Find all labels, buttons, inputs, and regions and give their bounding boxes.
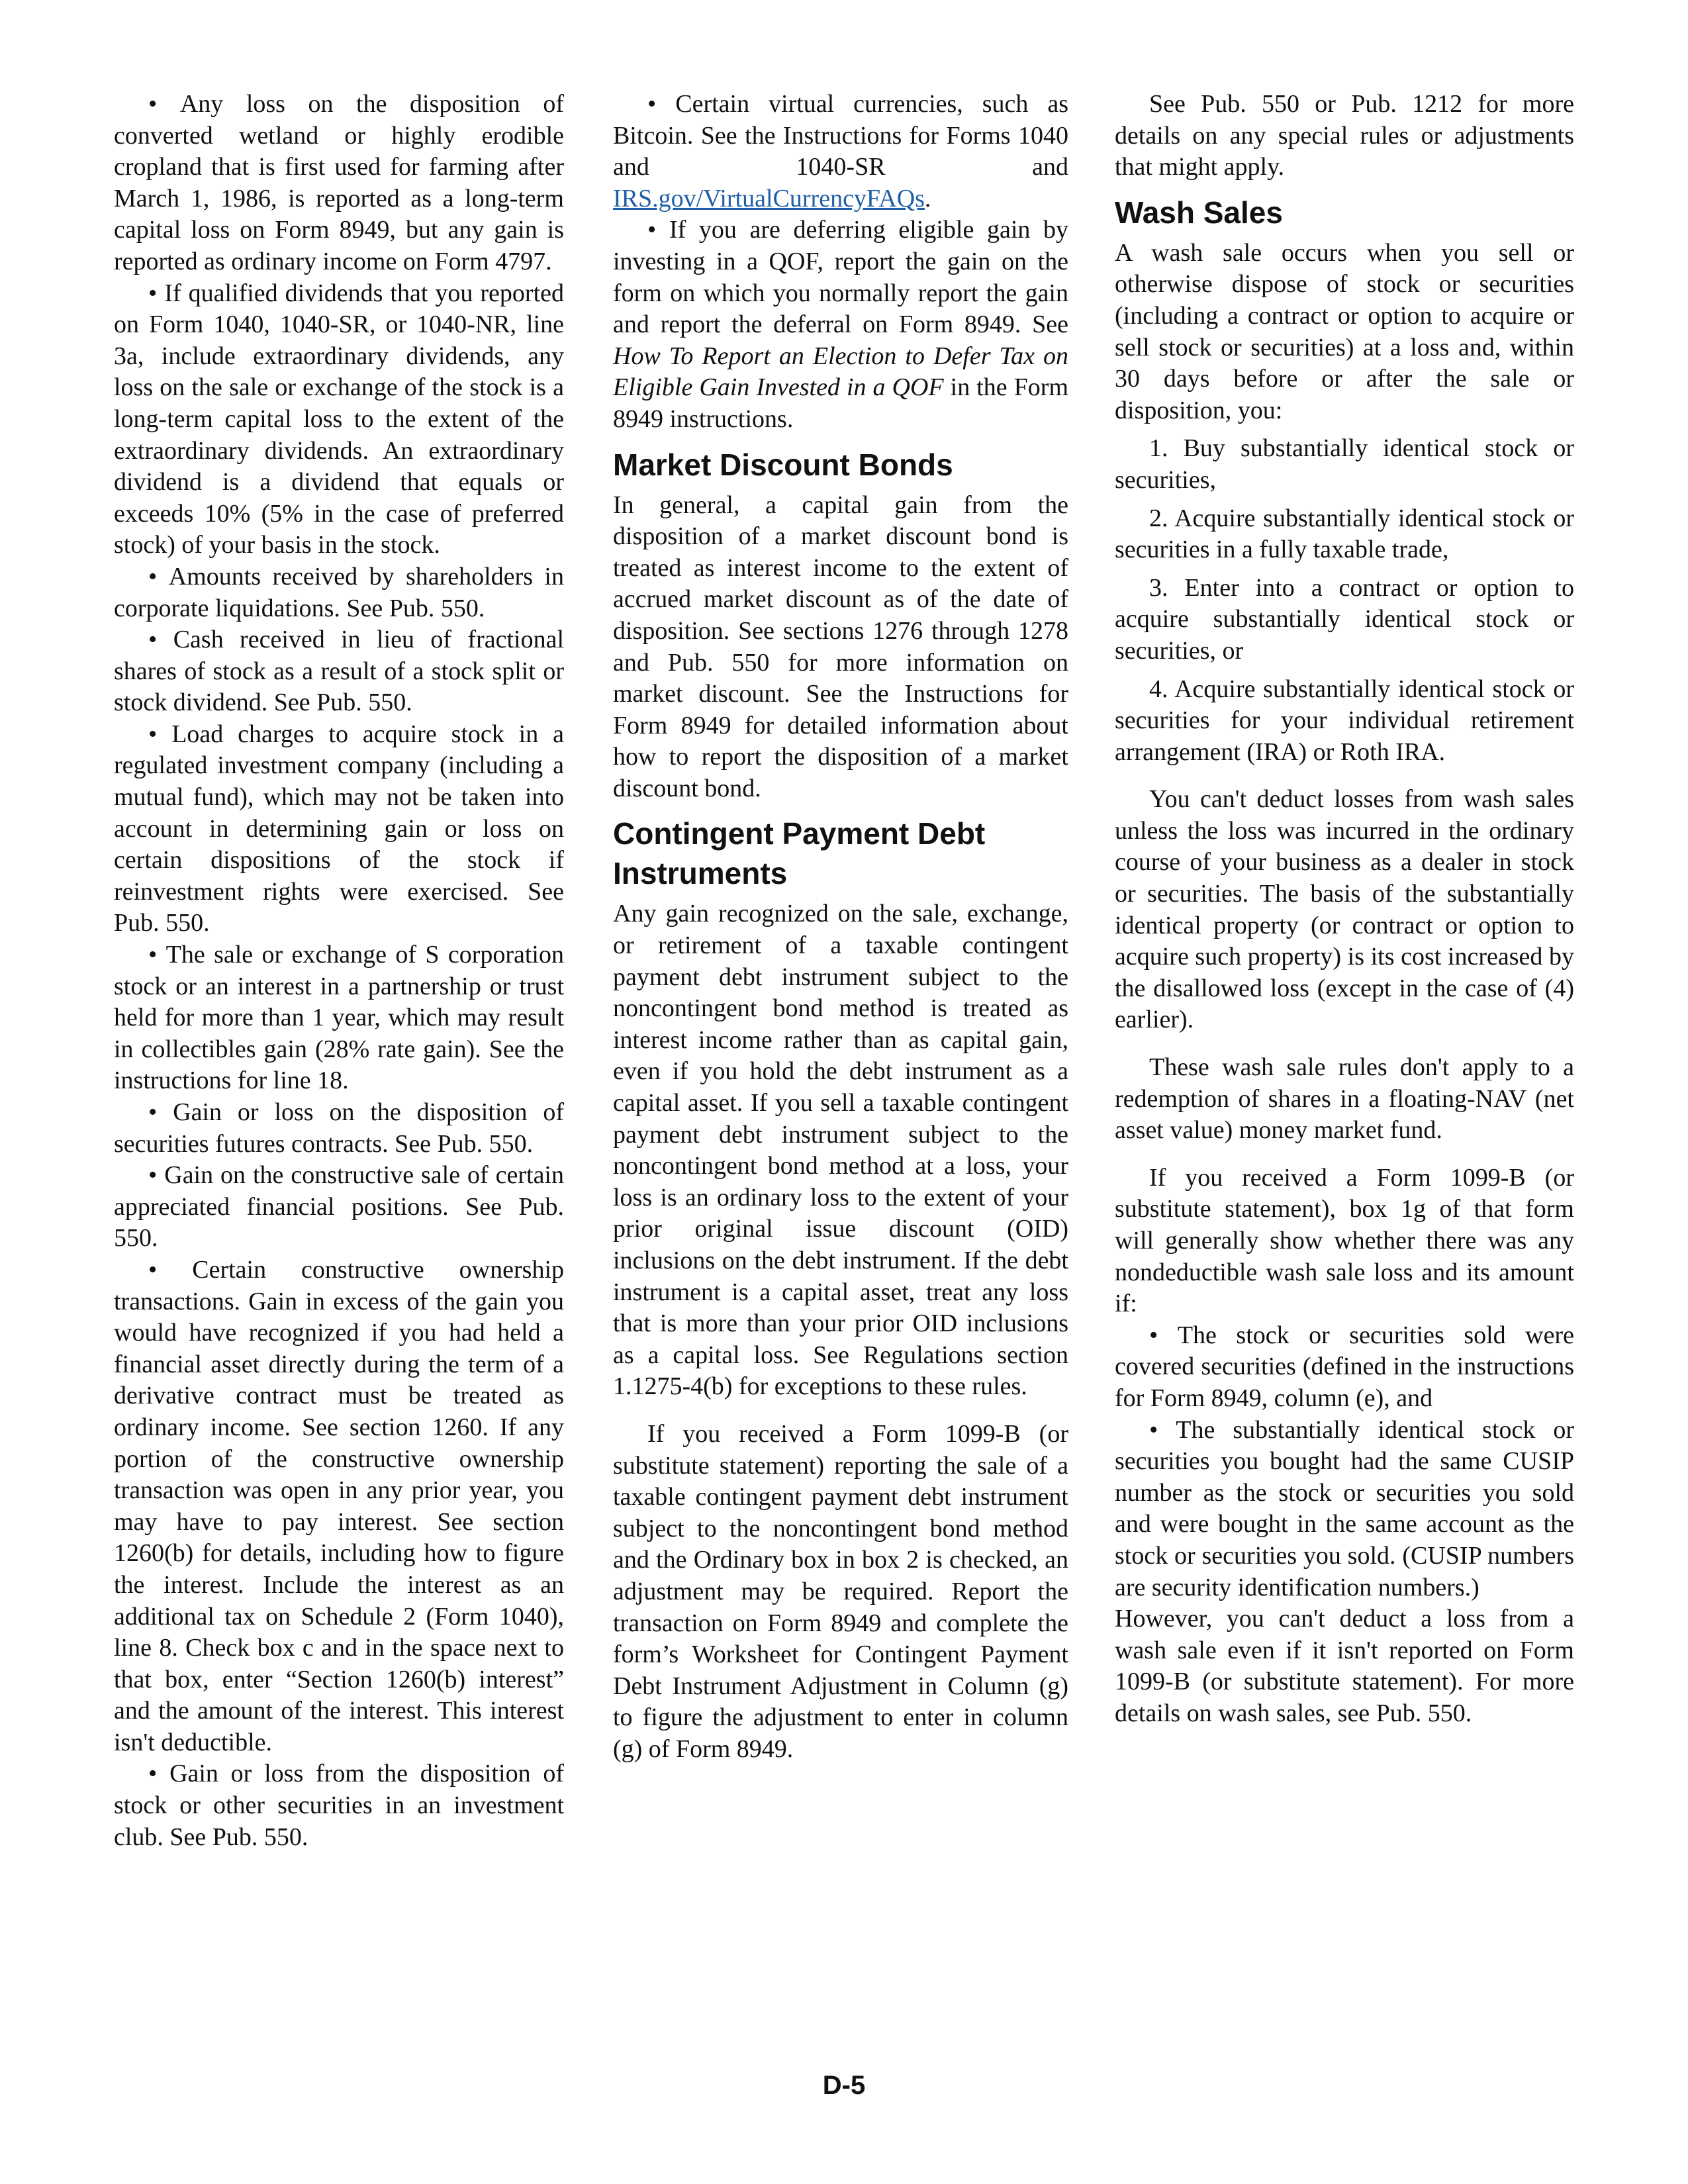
qof-text-end: in the Form 8949 instructions. [613,373,1069,433]
bullet-s-corporation-stock: • The sale or exchange of S corporation stock or an interest in a partnership or trust held for more than 1 year, which may result in collectibles gain (28% rate gain). See the instructions for line 18. [114,939,564,1097]
bullet-qualified-dividends: • If qualified dividends that you reported on Form 1040, 1040-SR, or 1040-NR, line 3a, include extraordinary dividends, any loss on the sale or exchange of the stock is a long-term capital loss to the extent of the extraordinary dividends. An extraordinary dividend is a dividend that equals or exceeds 10% (5% in the case of preferred stock) of your basis in the stock. [114,278,564,561]
bullet-fractional-shares: • Cash received in lieu of fractional shares of stock as a result of a stock split or stock dividend. See Pub. 550. [114,624,564,719]
paragraph-wash-nav: These wash sale rules don't apply to a redemption of shares in a floating-NAV (net asset value) money market fund. [1115,1053,1574,1145]
paragraph-wash-1099b: If you received a Form 1099-B (or substitute statement), box 1g of that form will generally show whether there was any nondeductible wash sale loss and its amount if: [1115,1163,1574,1318]
paragraph-wash-however: However, you can't deduct a loss from a wash sale even if it isn't reported on Form 1099-B (or substitute statement). For more details on wash sales, see Pub. 550. [1115,1605,1574,1727]
paragraph-contingent-payment: Any gain recognized on the sale, exchange, or retirement of a taxable contingent payment debt instrument subject to the noncontingent bond method is treated as interest income rather than as capital gain, even if you hold the debt instrument as a capital asset. If you sell a taxable contingent payment debt instrument subject to the noncontingent bond method at a loss, your loss is an ordinary loss to the extent of your prior original issue discount (OID) inclusions on the debt instrument. If the debt instrument is a capital asset, treat any loss that is more than your prior OID inclusions as a capital loss. See Regulations section 1.1275-4(b) for exceptions to these rules. [613,900,1068,1401]
bullet-cusip: • The substantially identical stock or securities you bought had the same CUSIP number as the stock or securities you sold and were bought in the same account as the stock or securities you sold. (CUSIP numbers are security identification numbers.) [1115,1415,1574,1604]
qof-text: If you are deferring eligible gain by investing in a QOF, report the gain on the form on which you normally report the gain and report the deferral on Form 8949. See [613,216,1068,339]
qof-italic-reference: How To Report an Election to Defer Tax on Eligible Gain Invested in a QOF [613,342,1068,402]
paragraph-wash-sale-definition: A wash sale occurs when you sell or otherwise dispose of stock or securities (including a contract or option to acquire or sell stock or securities) at a loss and, within 30 days before or after the sale or disposition, you: [1115,238,1574,424]
list-item-wash-2: 2. Acquire substantially identical stock or securities in a fully taxable trade, [1115,504,1574,564]
bullet-investment-club: • Gain or loss from the disposition of stock or other securities in an investment club. See Pub. 550. [114,1758,564,1853]
page-number: D-5 [822,2071,866,2100]
bullet-qof-deferral [613,214,1068,435]
bullet-covered-securities: • The stock or securities sold were covered securities (defined in the instructions for Form 8949, column (e), and [1115,1320,1574,1415]
column-left [114,89,564,1853]
bullet-constructive-ownership: • Certain constructive ownership transactions. Gain in excess of the gain you would have recognized if you had held a financial asset directly during the term of a derivative contract must be treated as ordinary income. See section 1260. If any portion of the constructive ownership transaction was open in any prior year, you may have to pay interest. See section 1260(b) for details, including how to figure the interest. Include the interest as an additional tax on Schedule 2 (Form 1040), line 8. Check box c and in the space next to that box, enter “Section 1260(b) interest” and the amount of the interest. This interest isn't deductible. [114,1255,564,1759]
column-right [1115,89,1574,1730]
heading-market-discount-bonds: Market Discount Bonds [613,447,953,482]
list-item-wash-4: 4. Acquire substantially identical stock or securities for your individual retirement arrangement (IRA) or Roth IRA. [1115,675,1574,766]
bullet-load-charges: • Load charges to acquire stock in a regulated investment company (including a mutual fund), which may not be taken into account in determining gain or loss on certain dispositions of the stock if reinvestment rights were exercised. See Pub. 550. [114,719,564,939]
column-middle [613,89,1068,1766]
list-item-wash-1: 1. Buy substantially identical stock or securities, [1115,434,1574,494]
paragraph-market-discount: In general, a capital gain from the disposition of a market discount bond is treated as interest income to the extent of accrued market discount as of the date of disposition. See sections 1276 through 1278 and Pub. 550 for more information on market discount. See the Instructions for Form 8949 for detailed information about how to report the disposition of a market discount bond. [613,491,1068,802]
list-item-wash-3: 3. Enter into a contract or option to acquire substantially identical stock or securities, or [1115,573,1574,665]
bullet-virtual-currencies [613,89,1068,214]
paragraph-see-pub: See Pub. 550 or Pub. 1212 for more details on any special rules or adjustments that might apply. [1115,90,1574,181]
bullet-securities-futures: • Gain or loss on the disposition of securities futures contracts. See Pub. 550. [114,1097,564,1160]
bullet-converted-wetland: • Any loss on the disposition of converted wetland or highly erodible cropland that is first used for farming after March 1, 1986, is reported as a long-term capital loss on Form 8949, but any gain is reported as ordinary income on Form 4797. [114,89,564,278]
paragraph-wash-deduct: You can't deduct losses from wash sales unless the loss was incurred in the ordinary course of your business as a dealer in stock or securities. The basis of the substantially identical property (or contract or option to acquire such property) is its cost increased by the disallowed loss (except in the case of (4) earlier). [1115,785,1574,1034]
virtual-currency-faq-link[interactable]: IRS.gov/VirtualCurrencyFAQs [613,184,925,213]
heading-wash-sales: Wash Sales [1115,195,1283,230]
bullet-corporate-liquidations: • Amounts received by shareholders in corporate liquidations. See Pub. 550. [114,561,564,624]
heading-contingent-payment-debt: Contingent Payment Debt Instruments [613,816,986,891]
bullet-constructive-sale: • Gain on the constructive sale of certain appreciated financial positions. See Pub. 550. [114,1160,564,1255]
paragraph-contingent-1099b: If you received a Form 1099-B (or substitute statement) reporting the sale of a taxable contingent payment debt instrument subject to the noncontingent bond method and the Ordinary box in box 2 is checked, an adjustment may be required. Report the transaction on Form 8949 and complete the form’s Worksheet for Contingent Payment Debt Instrument Adjustment in Column (g) to figure the adjustment to enter in column (g) of Form 8949. [613,1419,1068,1763]
virtual-currency-text: Certain virtual currencies, such as Bitcoin. See the Instructions for Forms 1040 and 1040-SR and [613,90,1068,181]
virtual-currency-text-end: . [924,184,931,213]
